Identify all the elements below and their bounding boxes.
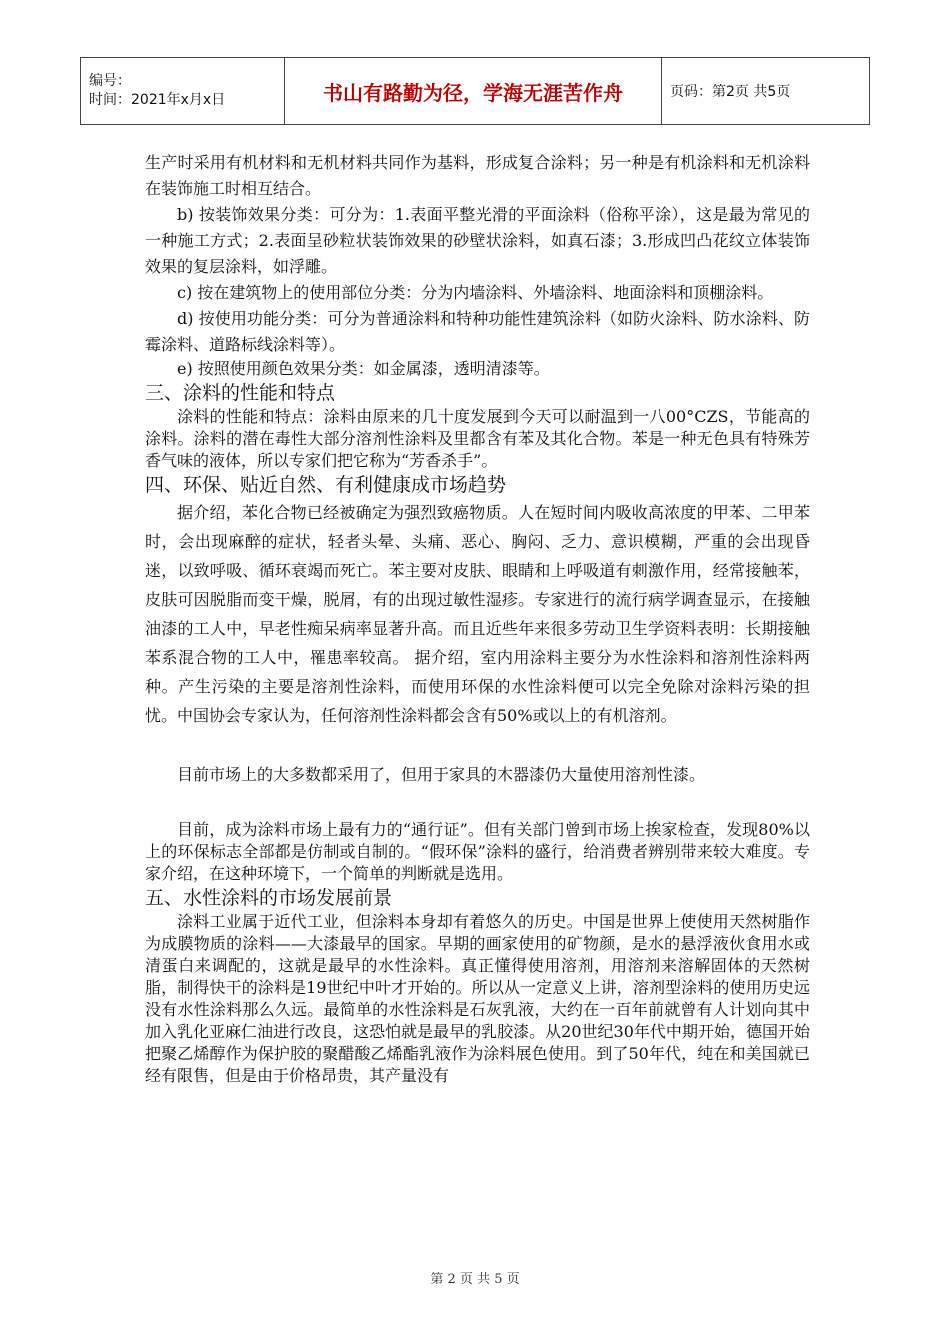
page-header [80, 57, 870, 125]
document-body [145, 150, 810, 1087]
header-page-info: 页码：第2页 共5页 [662, 58, 870, 125]
page-footer: 第 2 页 共 5 页 [430, 1272, 520, 1287]
paragraph: c) 按在建筑物上的使用部位分类：分为内墙涂料、外墙涂料、地面涂料和顶棚涂料。 [177, 283, 774, 302]
paragraph: d) 按使用功能分类：可分为普通涂料和特种功能性建筑涂料（如防火涂料、防水涂料、防霉涂料、道路标线涂料等）。 [145, 309, 810, 354]
paragraph: 目前，成为涂料市场上最有力的“通行证”。但有关部门曾到市场上挨家检查，发现80%以上的环保标志全部都是仿制或自制的。“假环保”涂料的盛行，给消费者辨别带来较大难度。专家介绍，在这种环境下，一个简单的判断就是选用。 [145, 820, 810, 883]
paragraph: 涂料工业属于近代工业，但涂料本身却有着悠久的历史。中国是世界上使使用天然树脂作为成膜物质的涂料——大漆最早的国家。早期的画家使用的矿物颜，是水的悬浮液伙食用水或清蛋白来调配的，这就是最早的水性涂料。真正懂得使用溶剂，用溶剂来溶解固体的天然树脂，制得快干的涂料是19世纪中叶才开始的。所以从一定意义上讲，溶剂型涂料的使用历史远没有水性涂料那么久远。最简单的水性涂料是石灰乳液，大约在一百年前就曾有人计划向其中加入乳化亚麻仁油进行改良，这恐怕就是最早的乳胶漆。从20世纪30年代中期开始，德国开始把聚乙烯醇作为保护胶的聚醋酸乙烯酯乳液作为涂料展色使用。到了50年代，纯在和美国就已经有限售，但是由于价格昂贵，其产量没有 [145, 912, 810, 1085]
section-heading: 三、涂料的性能和特点 [145, 382, 336, 404]
paragraph: e) 按照使用颜色效果分类：如金属漆，透明清漆等。 [177, 359, 550, 378]
paragraph: 目前市场上的大多数都采用了，但用于家具的木器漆仍大量使用溶剂性漆。 [177, 765, 706, 784]
header-number-label: 编号： [89, 73, 131, 89]
paragraph: 据介绍，苯化合物已经被确定为强烈致癌物质。人在短时间内吸收高浓度的甲苯、二甲苯时，会出现麻醉的症状，轻者头晕、头痛、恶心、胸闷、乏力、意识模糊，严重的会出现昏迷，以致呼吸、循环衰竭而死亡。苯主要对皮肤、眼睛和上呼吸道有刺激作用，经常接触苯，皮肤可因脱脂而变干燥，脱屑，有的出现过敏性湿疹。专家进行的流行病学调查显示，在接触油漆的工人中，早老性痴呆病率显著升高。而且近些年来很多劳动卫生学资料表明：长期接触苯系混合物的工人中，罹患率较高。 据介绍，室内用涂料主要分为水性涂料和溶剂性涂料两种。产生污染的主要是溶剂性涂料，而使用环保的水性涂料便可以完全免除对涂料污染的担忧。中国协会专家认为，任何溶剂性涂料都会含有50%或以上的有机溶剂。 [145, 503, 810, 725]
header-meta [81, 58, 285, 125]
section-heading: 四、环保、贴近自然、有利健康成市场趋势 [145, 474, 507, 496]
paragraph: 涂料的性能和特点：涂料由原来的几十度发展到今天可以耐温到一八00°CZS，节能高的涂料。涂料的潜在毒性大部分溶剂性涂料及里都含有苯及其化合物。苯是一种无色具有特殊芳香气味的液体，所以专家们把它称为“芳香杀手”。 [145, 407, 810, 470]
header-time-label: 时间：2021年x月x日 [89, 92, 226, 108]
paragraph: b) 按装饰效果分类：可分为：1.表面平整光滑的平面涂料（俗称平涂），这是最为常见的一种施工方式；2.表面呈砂粒状装饰效果的砂壁状涂料，如真石漆；3.形成凹凸花纹立体装饰效果的复层涂料，如浮雕。 [145, 205, 810, 276]
paragraph: 生产时采用有机材料和无机材料共同作为基料，形成复合涂料；另一种是有机涂料和无机涂料在装饰施工时相互结合。 [145, 153, 810, 198]
header-motto: 书山有路勤为径，学海无涯苦作舟 [285, 58, 662, 125]
section-heading: 五、水性涂料的市场发展前景 [145, 887, 393, 909]
